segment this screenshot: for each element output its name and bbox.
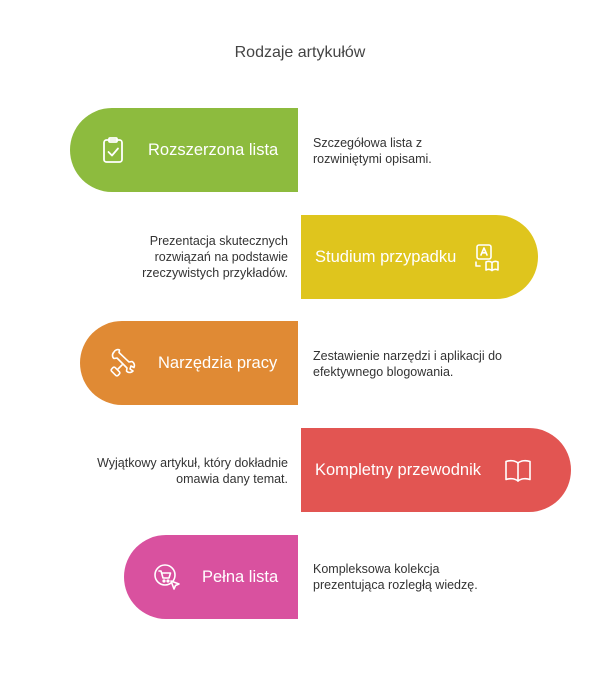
item-description: Prezentacja skutecznych rozwiązań na podstawie rzeczywistych przykładów. bbox=[142, 234, 288, 280]
clipboard-check-icon bbox=[98, 135, 128, 165]
cart-click-icon bbox=[152, 562, 182, 592]
tools-icon bbox=[108, 348, 138, 378]
item-description: Szczegółowa lista z rozwiniętymi opisami. bbox=[313, 136, 432, 166]
item-label: Rozszerzona lista bbox=[148, 140, 279, 159]
item-description: Kompleksowa kolekcja prezentująca rozległą wiedzę. bbox=[313, 562, 478, 592]
open-book-icon bbox=[503, 455, 533, 485]
diagram-title: Rodzaje artykułów bbox=[234, 44, 366, 61]
item-narzedzia-pracy bbox=[80, 321, 298, 405]
book-translate-icon bbox=[472, 242, 502, 272]
item-pelna-lista bbox=[124, 535, 298, 619]
item-label: Studium przypadku bbox=[315, 247, 457, 266]
item-label: Kompletny przewodnik bbox=[315, 460, 481, 479]
item-description: Zestawienie narzędzi i aplikacji do efektywnego blogowania. bbox=[313, 349, 502, 379]
item-label: Narzędzia pracy bbox=[158, 353, 278, 372]
item-label: Pełna lista bbox=[202, 567, 279, 586]
item-studium-przypadku bbox=[301, 215, 538, 299]
item-kompletny-przewodnik bbox=[301, 428, 571, 512]
item-description: Wyjątkowy artykuł, który dokładnie omawia dany temat. bbox=[97, 456, 288, 486]
item-rozszerzona-lista bbox=[70, 108, 298, 192]
